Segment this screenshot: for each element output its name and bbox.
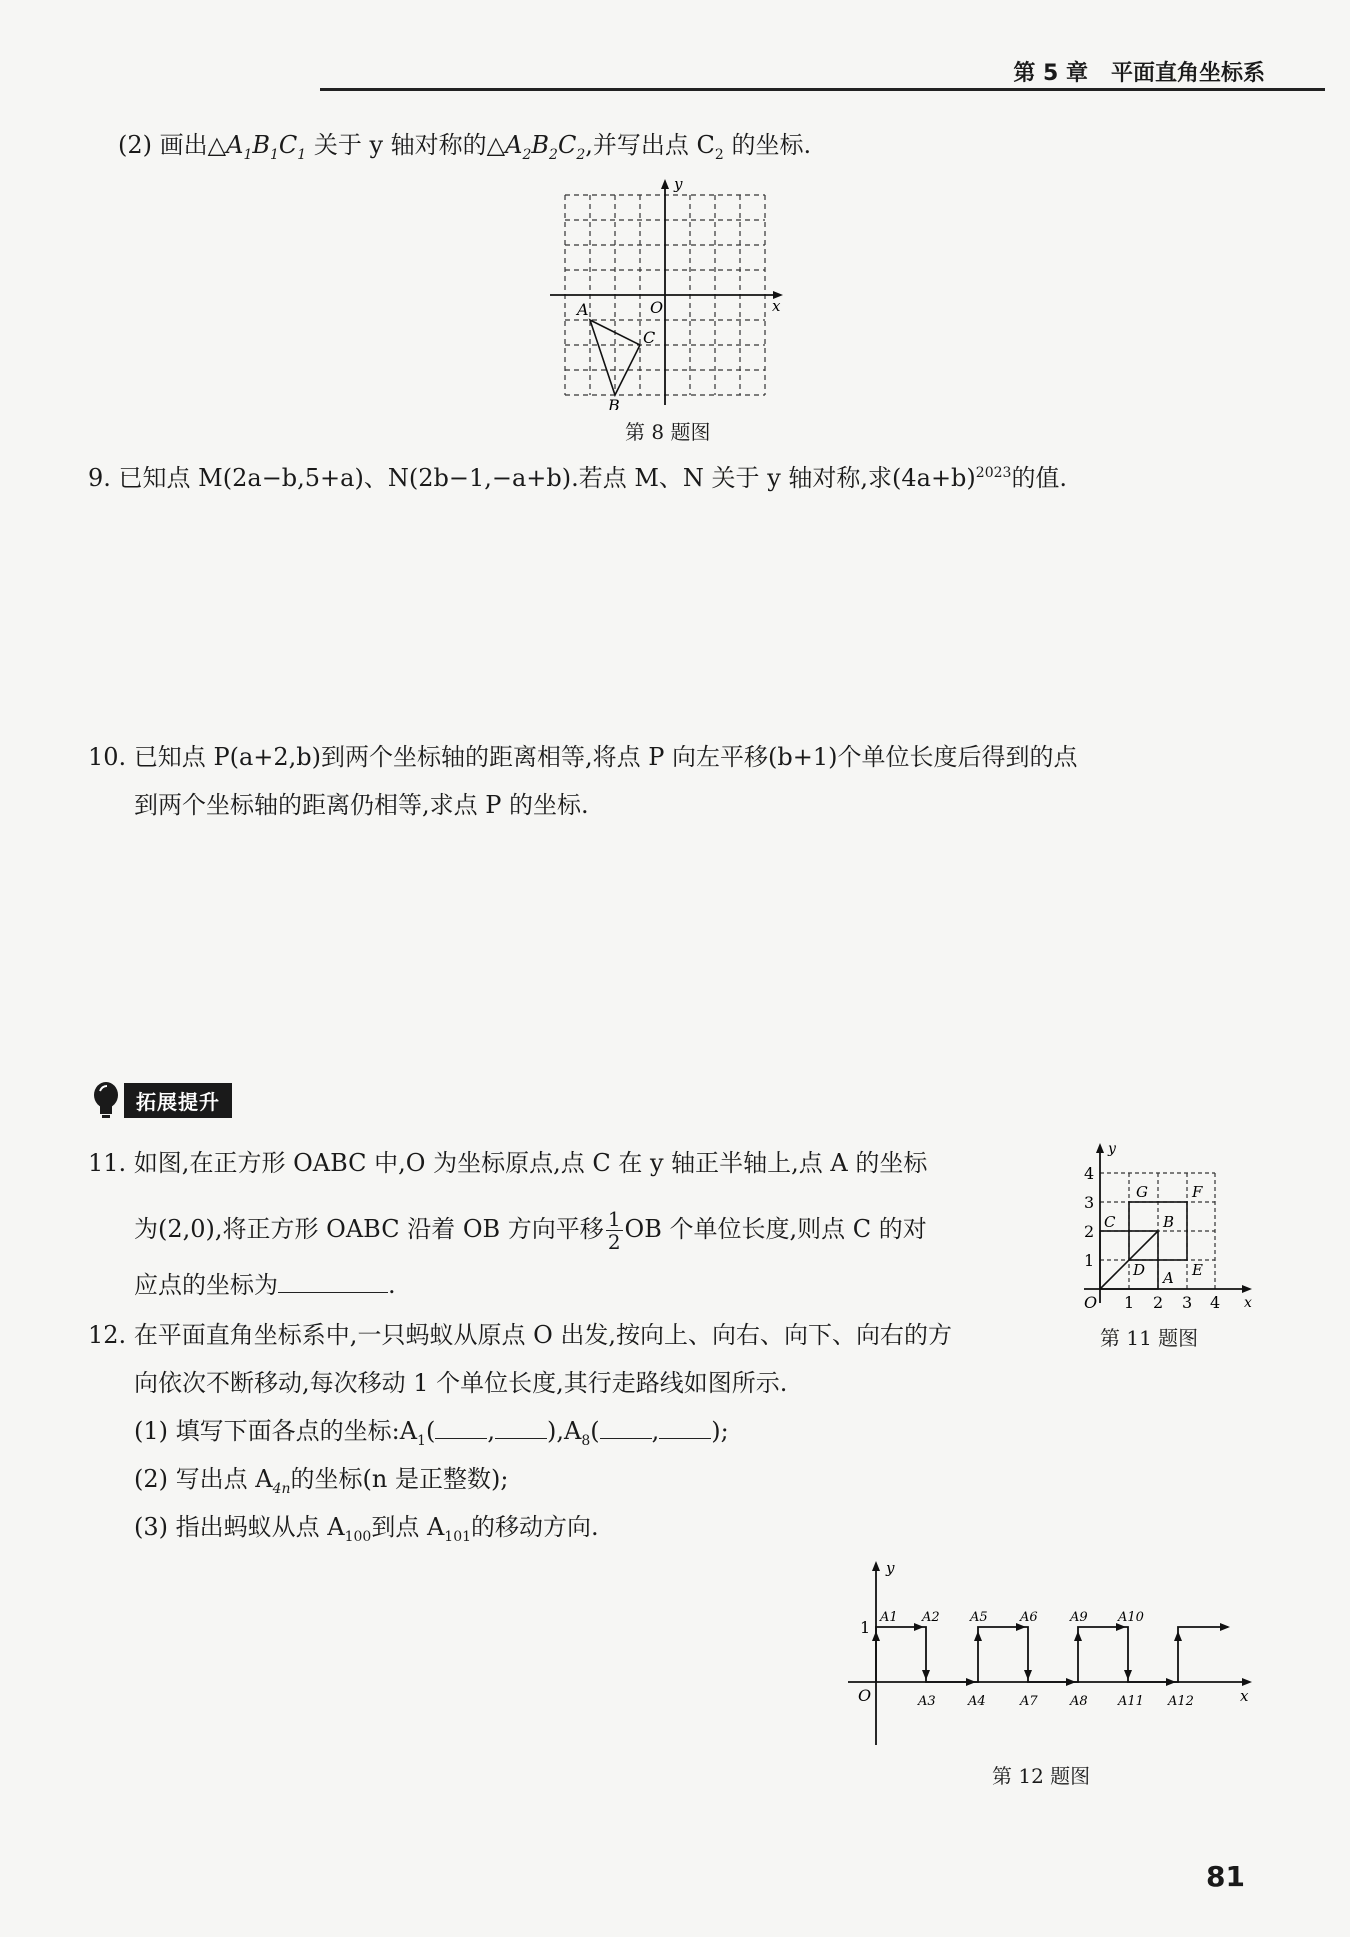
- q12-ant-path: [876, 1627, 1228, 1682]
- q12-label-a2: A2: [922, 1610, 940, 1625]
- q12-label-a5: A5: [970, 1610, 988, 1625]
- q11-xtick-4: 4: [1210, 1293, 1221, 1310]
- section-title: 拓展提升: [124, 1083, 232, 1118]
- q11-ytick-1: 1: [1084, 1251, 1095, 1270]
- q8-grid-figure: [540, 175, 790, 410]
- q12-part3: (3) 指出蚂蚁从点 $A_{100}$到点 $A_{101}$的移动方向.: [134, 1513, 599, 1545]
- q11-label-g: G: [1136, 1183, 1148, 1201]
- q8-y-arrow-icon: [661, 179, 669, 189]
- q11-ytick-3: 3: [1084, 1193, 1095, 1212]
- q8-label-a: A: [577, 300, 589, 319]
- chapter-header: [1013, 56, 1265, 87]
- q11-label-b: B: [1163, 1213, 1175, 1231]
- q11-ytick-4: 4: [1084, 1164, 1095, 1183]
- q11-caption: 第 11 题图: [1100, 1326, 1199, 1350]
- q11-xtick-2: 2: [1153, 1293, 1164, 1310]
- q8-caption: 第 8 题图: [625, 420, 711, 444]
- q8-part2-text: (2) 画出$\triangle A_1B_1C_1$ 关于 y 轴对称的$\triangle A_2B_2C_2$,并写出点 $C_2$ 的坐标.: [118, 131, 812, 163]
- q11-label-x: x: [1244, 1295, 1252, 1310]
- q10-line1: 10. 已知点 P(a+2,b)到两个坐标轴的距离相等,将点 P 向左平移(b+1)个单位长度后得到的点: [88, 743, 1078, 771]
- q12-label-a8: A8: [1070, 1694, 1088, 1709]
- q8-label-c: C: [643, 328, 656, 347]
- q11-x-arrow-icon: [1242, 1285, 1252, 1293]
- q8-label-x: x: [772, 297, 781, 315]
- q12-label-a10: A10: [1118, 1610, 1144, 1625]
- q11-answer-blank[interactable]: [278, 1270, 388, 1293]
- q12-a8-x-blank[interactable]: [600, 1416, 652, 1439]
- q12-label-a1: A1: [880, 1610, 898, 1625]
- q12-label-a6: A6: [1020, 1610, 1038, 1625]
- q12-line2: 向依次不断移动,每次移动 1 个单位长度,其行走路线如图所示.: [134, 1369, 788, 1397]
- q12-label-a12: A12: [1168, 1694, 1194, 1709]
- section-badge: [92, 1083, 232, 1117]
- q11-label-o: O: [1084, 1293, 1098, 1310]
- page-number: 81: [1206, 1860, 1245, 1893]
- chapter-title: 平面直角坐标系: [1110, 61, 1265, 86]
- q12-a1-y-blank[interactable]: [495, 1416, 547, 1439]
- q12-line1: 12. 在平面直角坐标系中,一只蚂蚁从原点 O 出发,按向上、向右、向下、向右的方: [88, 1321, 953, 1349]
- q12-a8-y-blank[interactable]: [659, 1416, 711, 1439]
- q12-label-o: O: [858, 1686, 872, 1705]
- q11-xtick-3: 3: [1182, 1293, 1193, 1310]
- q12-x-arrow-icon: [1242, 1678, 1252, 1686]
- chapter-number: 第 5 章: [1013, 61, 1088, 86]
- q11-label-a: A: [1163, 1269, 1174, 1287]
- q11-line1: 11. 如图,在正方形 OABC 中,O 为坐标原点,点 C 在 y 轴正半轴上,点 A 的坐标: [88, 1149, 928, 1177]
- q11-y-arrow-icon: [1096, 1143, 1104, 1153]
- q11-line2: 为(2,0),将正方形 OABC 沿着 OB 方向平移 $\frac{1}{2}$ OB 个单位长度,则点 C 的对: [134, 1207, 927, 1254]
- q9-text: 9. 已知点 M(2a−b,5+a)、N(2b−1,−a+b).若点 M、N 关于 y 轴对称,求$(4a+b)^{2023}$的值.: [88, 464, 1068, 492]
- q12-label-a11: A11: [1118, 1694, 1144, 1709]
- q8-label-y: y: [674, 175, 683, 193]
- q12-a1-x-blank[interactable]: [435, 1416, 487, 1439]
- q12-part2: (2) 写出点 $A_{4n}$的坐标(n 是正整数);: [134, 1465, 509, 1497]
- q11-ytick-2: 2: [1084, 1222, 1095, 1241]
- q11-xtick-1: 1: [1124, 1293, 1135, 1310]
- q12-label-y: y: [886, 1559, 895, 1577]
- q12-label-a9: A9: [1070, 1610, 1088, 1625]
- q12-label-a7: A7: [1020, 1694, 1038, 1709]
- q12-label-a4: A4: [968, 1694, 986, 1709]
- q12-label-x: x: [1240, 1687, 1249, 1705]
- q12-figure: [848, 1555, 1258, 1750]
- q11-label-d: D: [1133, 1261, 1146, 1279]
- q12-label-a3: A3: [918, 1694, 936, 1709]
- q11-fraction: $\frac{1}{2}$: [607, 1207, 621, 1254]
- q12-y-arrow-icon: [872, 1561, 880, 1571]
- header-rule: [320, 88, 1325, 91]
- q8-label-o: O: [650, 298, 664, 317]
- q12-part1: (1) 填写下面各点的坐标$:A_1$( , )$,A_8$( , );: [134, 1417, 729, 1449]
- q11-figure: [1070, 1135, 1260, 1310]
- q11-label-y: y: [1108, 1141, 1116, 1157]
- q8-label-b: B: [608, 396, 620, 410]
- q11-label-e: E: [1192, 1261, 1203, 1279]
- q12-caption: 第 12 题图: [992, 1764, 1091, 1788]
- q11-line3: 应点的坐标为 .: [134, 1271, 396, 1299]
- q12-ytick-1: 1: [860, 1618, 871, 1637]
- lightbulb-icon: [92, 1081, 120, 1119]
- q10-line2: 到两个坐标轴的距离仍相等,求点 P 的坐标.: [134, 791, 589, 819]
- q11-label-c: C: [1104, 1213, 1116, 1231]
- q11-label-f: F: [1192, 1183, 1203, 1201]
